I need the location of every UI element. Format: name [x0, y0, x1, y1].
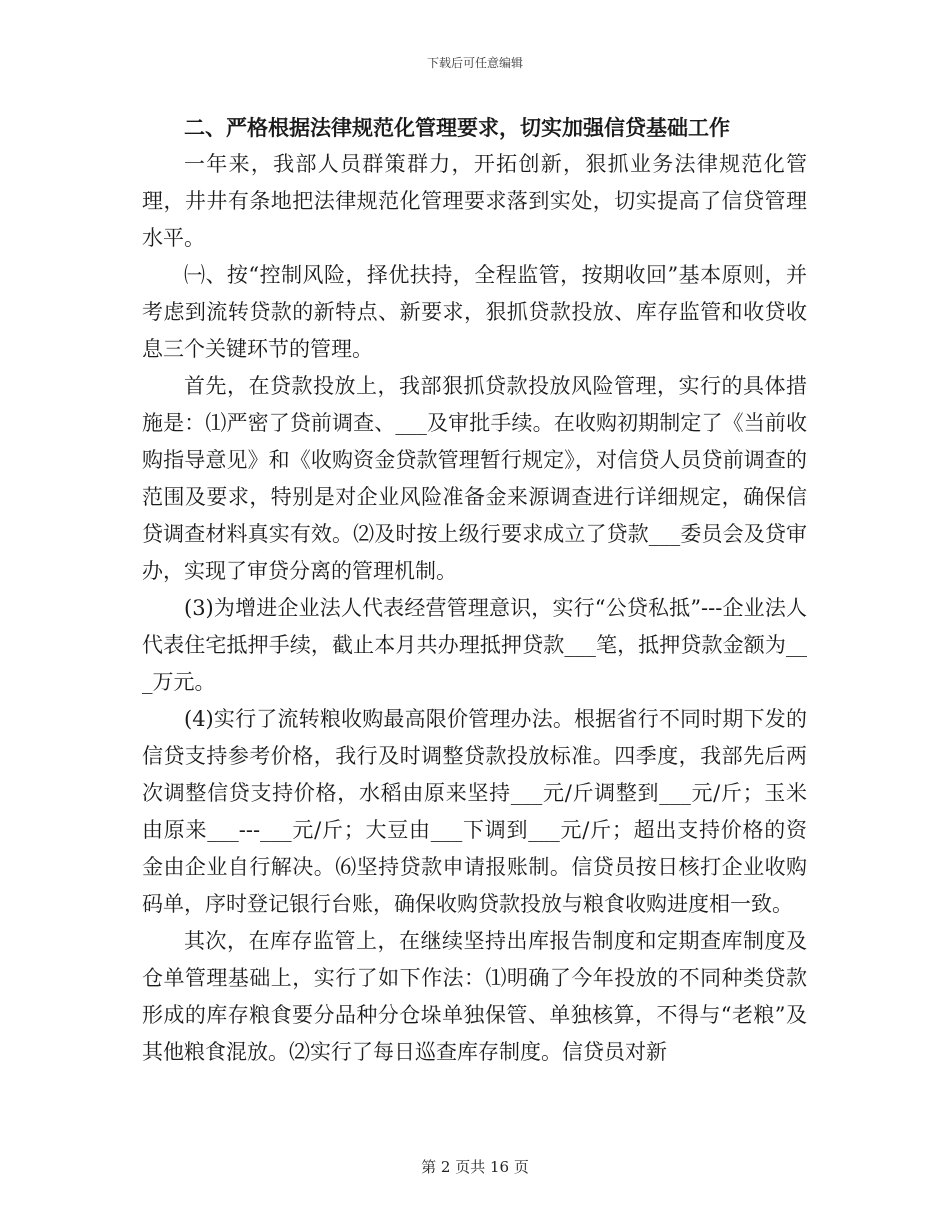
paragraph-3: 首先，在贷款投放上，我部狠抓贷款投放风险管理，实行的具体措施是：⑴严密了贷前调查、___及审批手续。在收购初期制定了《当前收购指导意见》和《收购资金贷款管理暂行规定》，对信贷人员贷前调查的范围及要求，特别是对企业风险准备金来源调查进行详细规定，确保信贷调查材料真实有效。⑵及时按上级行要求成立了贷款___委员会及贷审办，实现了审贷分离的管理机制。 [142, 374, 807, 583]
page-header-note: 下载后可任意编辑 [426, 56, 523, 70]
section-heading: 二、严格根据法律规范化管理要求，切实加强信贷基础工作 [184, 115, 730, 140]
page-footer: 第 2 页共 16 页 [421, 1158, 529, 1176]
paragraph-4: (3)为增进企业法人代表经营管理意识，实行“公贷私抵”---企业法人代表住宅抵押手续，截止本月共办理抵押贷款___笔，抵押贷款金额为___万元。 [142, 596, 807, 694]
document-body [142, 110, 807, 1071]
paragraph-5: (4)实行了流转粮收购最高限价管理办法。根据省行不同时期下发的信贷支持参考价格，我行及时调整贷款投放标准。四季度，我部先后两次调整信贷支持价格，水稻由原来坚持___元/斤调整到___元/斤；玉米由原来___---___元/斤；大豆由___下调到___元/斤；超出支持价格的资金由企业自行解决。⑹坚持贷款申请报账制。信贷员按日核打企业收购码单，序时登记银行台账，确保收购贷款投放与粮食收购进度相一致。 [142, 707, 807, 916]
paragraph-2: ㈠、按“控制风险，择优扶持，全程监管，按期收回”基本原则，并考虑到流转贷款的新特点、新要求，狠抓贷款投放、库存监管和收贷收息三个关键环节的管理。 [142, 263, 807, 361]
paragraph-6: 其次，在库存监管上，在继续坚持出库报告制度和定期查库制度及仓单管理基础上，实行了如下作法：⑴明确了今年投放的不同种类贷款形成的库存粮食要分品种分仓垛单独保管、单独核算，不得与“老粮”及其他粮食混放。⑵实行了每日巡查库存制度。信贷员对新 [142, 929, 807, 1064]
paragraph-1: 一年来，我部人员群策群力，开拓创新，狠抓业务法律规范化管理，井井有条地把法律规范化管理要求落到实处，切实提高了信贷管理水平。 [142, 152, 807, 250]
